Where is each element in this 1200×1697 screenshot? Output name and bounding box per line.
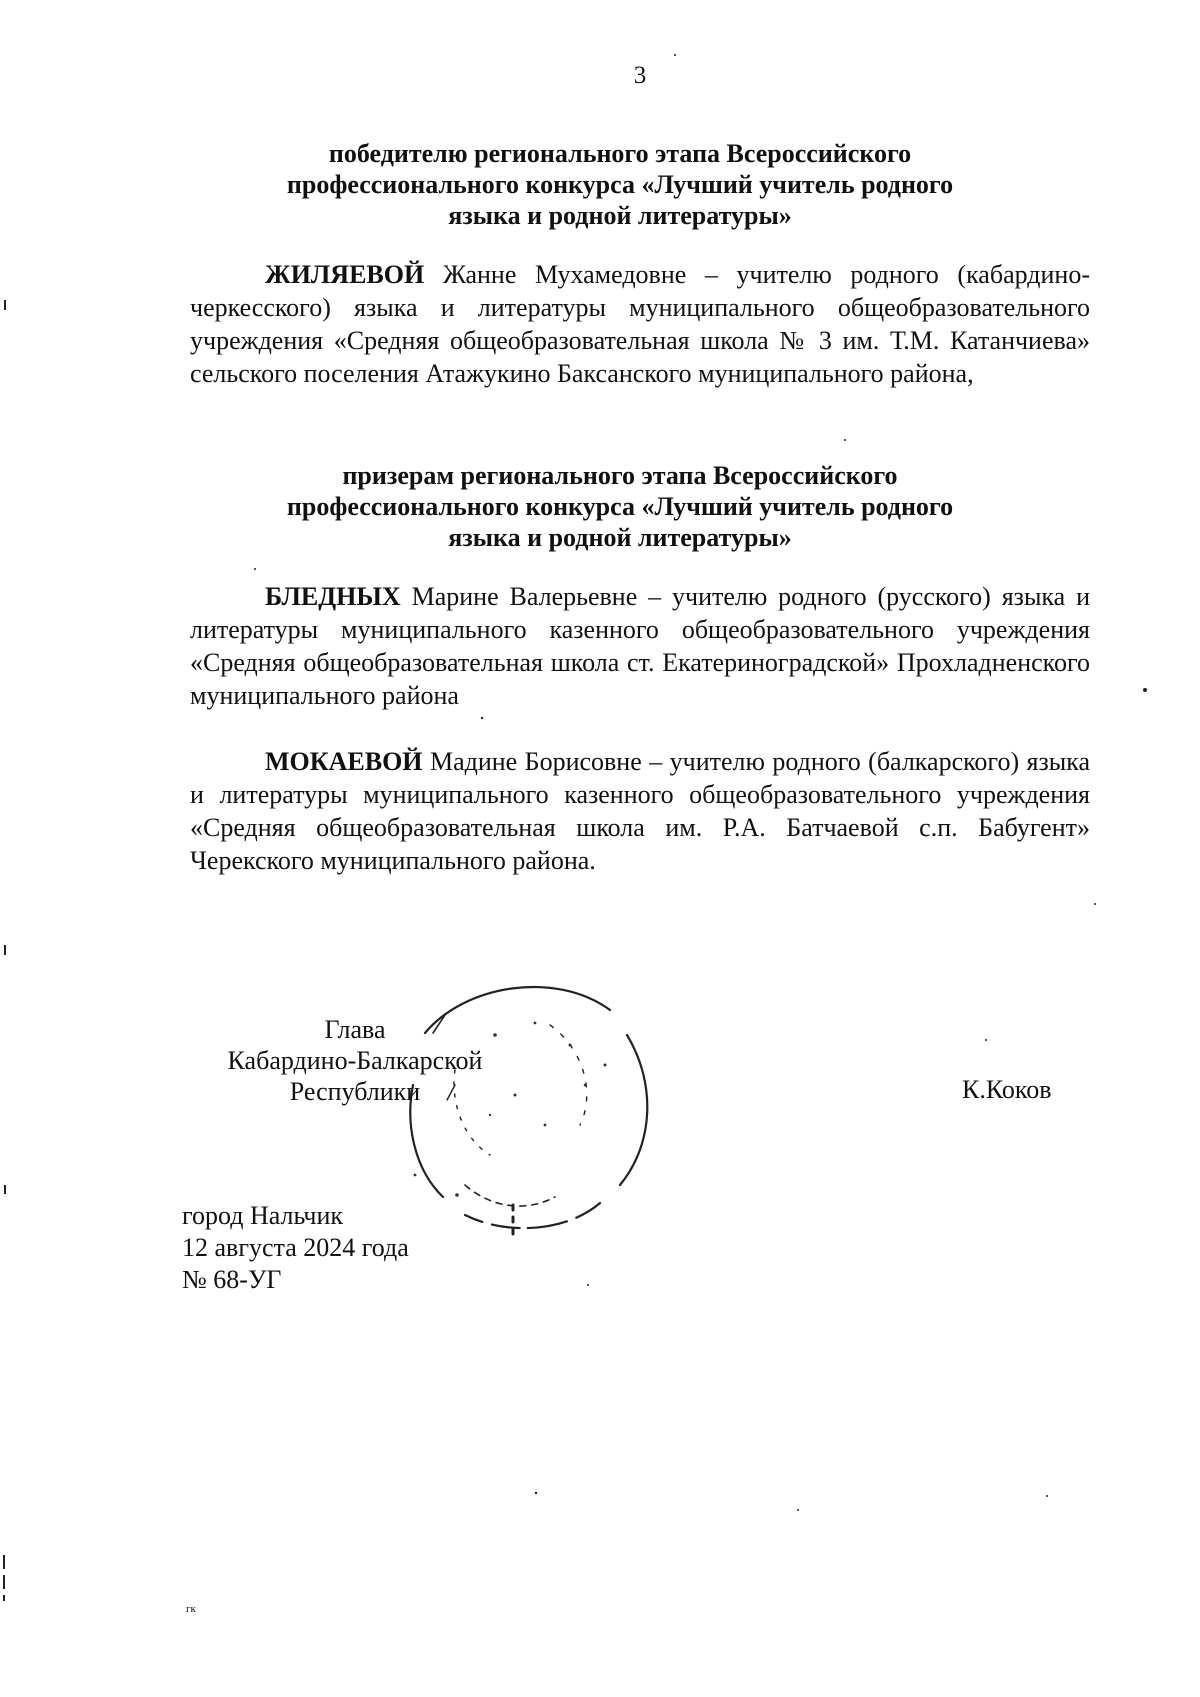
signer-name: К.Коков xyxy=(962,1075,1052,1104)
winner-surname: ЖИЛЯЕВОЙ xyxy=(265,260,425,289)
prize-heading: призерам регионального этапа Всероссийского профессионального конкурса «Лучший учитель родного языка и родной литературы» xyxy=(286,461,954,552)
prize-winner-2-text: Мадине Борисовне – учителю родного (балкарского) языка и литературы муниципального казенного общеобразовательного учреждения «Средняя общеобразовательная школа им. Р.А. Батчаевой с.п. Бабугент» Черекского муниципального района. xyxy=(190,747,1091,875)
prize-winner-1-surname: БЛЕДНЫХ xyxy=(265,582,401,611)
winner-text: Жанне Мухамедовне – учителю родного (кабардино-черкесского) языка и литературы муниципального общеобразовательного учреждения «Средняя общеобразовательная школа № 3 им. Т.М. Катанчиева» сельского поселения Атажукино Баксанского муниципального района, xyxy=(190,260,1090,388)
executor-mark: гк xyxy=(186,1603,196,1615)
prize-winner-2-surname: МОКАЕВОЙ xyxy=(265,747,423,776)
issue-number: № 68-УГ xyxy=(182,1265,282,1294)
signature-position-line-3: Республики xyxy=(289,1077,421,1106)
signature-position-line-1: Глава xyxy=(324,1015,386,1044)
winner-heading: победителю регионального этапа Всероссийского профессионального конкурса «Лучший учитель родного языка и родной литературы» xyxy=(286,139,954,230)
page-number: 3 xyxy=(633,62,647,89)
prize-winner-1-text: Марине Валерьевне – учителю родного (русского) языка и литературы муниципального казенного общеобразовательного учреждения «Средняя общеобразовательная школа ст. Екатериноградской» Прохладненского муниципального района xyxy=(190,582,1090,710)
issue-date: 12 августа 2024 года xyxy=(182,1233,409,1262)
signature-position-line-2: Кабардино-Балкарской xyxy=(227,1046,483,1075)
issue-city: город Нальчик xyxy=(182,1201,344,1230)
